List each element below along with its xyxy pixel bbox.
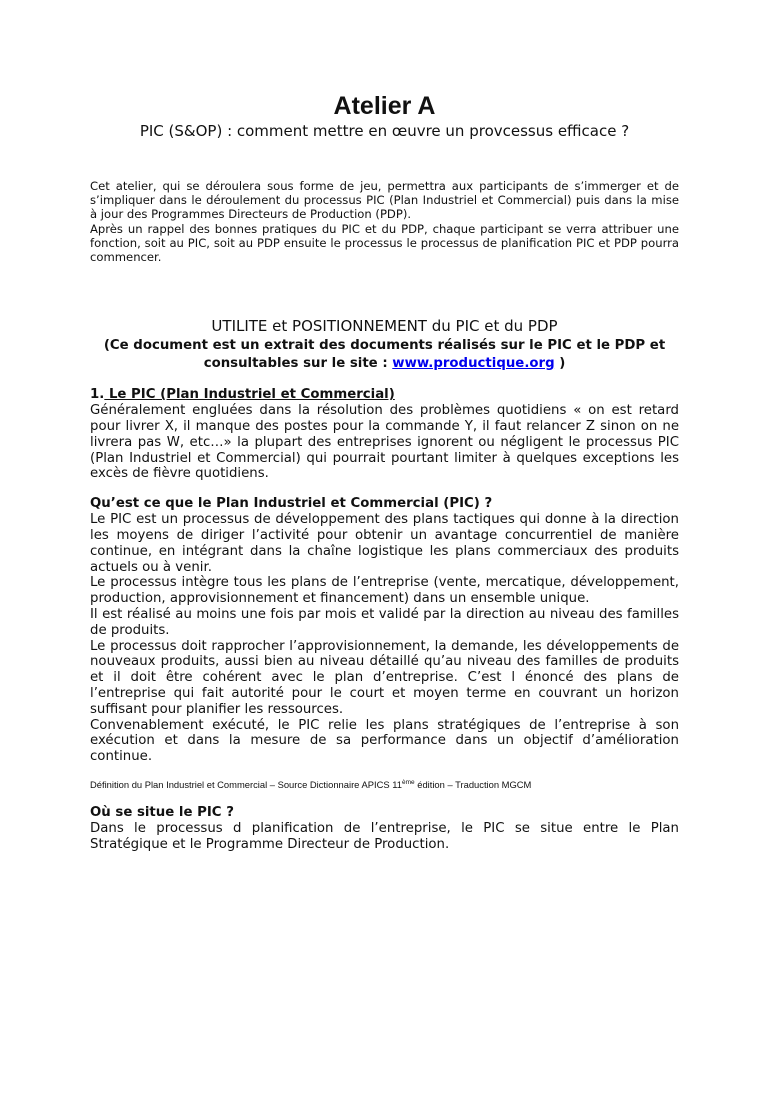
body-paragraph: Dans le processus d planification de l’entreprise, le PIC se situe entre le Plan Stratégique et le Programme Directeur de Production. [90, 821, 679, 852]
source-note [90, 777, 679, 791]
source-text: Définition du Plan Industriel et Commercial – Source Dictionnaire APICS 11 [90, 779, 402, 791]
question-2-body [90, 821, 679, 853]
body-paragraph: Le processus intègre tous les plans de l’entreprise (vente, mercatique, développement, production, approvisionnement et financement) dans un ensemble unique. [90, 575, 679, 607]
body-paragraph: Généralement engluées dans la résolution des problèmes quotidiens « on est retard pour livrer X, il manque des postes pour la commande Y, il faut relancer Z sinon on ne livrera pas W, etc…» la plupart des entreprises ignorent ou négligent le processus PIC (Plan Industriel et Commercial) qui pourrait pourtant limiter à quelques exceptions les excès de fièvre quotidiens. [90, 403, 679, 482]
intro-paragraph: Cet atelier, qui se déroulera sous forme de jeu, permettra aux participants de s’immerger et de s’impliquer dans le déroulement du processus PIC (Plan Industriel et Commercial) puis dans la mise à jour des Programmes Directeurs de Production (PDP). [90, 179, 679, 222]
question-heading-2: Où se situe le PIC ? [90, 805, 234, 821]
section-heading-text: Le PIC (Plan Industriel et Commercial) [104, 387, 395, 403]
section-note [90, 337, 679, 372]
source-superscript: ème [401, 778, 415, 786]
body-paragraph: Le processus doit rapprocher l’approvisionnement, la demande, les développements de nouveaux produits, aussi bien au niveau détaillé qu’au niveau des familles de produits et il doit être cohérent avec le plan d’entreprise. C’est l énoncé des plans de l’entreprise qui fait autorité pour le court et moyen terme en couvrant un horizon suffisant pour planifier les ressources. [90, 638, 679, 717]
body-paragraph: Le PIC est un processus de développement des plans tactiques qui donne à la direction les moyens de diriger l’activité pour obtenir un avantage concurrentiel de manière continue, en intégrant dans la chaîne logistique les plans commerciaux des produits actuels ou à venir. [90, 512, 679, 575]
section-1-heading [90, 387, 679, 403]
intro-paragraph: Après un rappel des bonnes pratiques du PIC et du PDP, chaque participant se verra attribuer une fonction, soit au PIC, soit au PDP ensuite le processus le processus de planification PIC et PDP pourra commencer. [90, 221, 679, 265]
section-number: 1. [90, 387, 105, 403]
productique-link[interactable]: www.productique.org [392, 355, 555, 371]
page-subtitle: PIC (S&OP) : comment mettre en œuvre un provcessus efficace ? [139, 122, 630, 140]
question-1-body [90, 512, 679, 765]
section-note-text: (Ce document est un extrait des documents réalisés sur le PIC et le PDP et consultables sur le site : [103, 338, 666, 371]
section-1-body [90, 403, 679, 482]
body-paragraph: Il est réalisé au moins une fois par mois et validé par la direction au niveau des familles de produits. [90, 606, 679, 638]
question-heading-1: Qu’est ce que le Plan Industriel et Commercial (PIC) ? [90, 496, 493, 512]
document-page [0, 92, 768, 1116]
section-note-end: ) [554, 355, 566, 371]
body-paragraph: Convenablement exécuté, le PIC relie les plans stratégiques de l’entreprise à son exécution et dans la mesure de sa performance dans un objectif d’amélioration continue. [90, 717, 679, 765]
page-title: Atelier A [333, 92, 436, 120]
section-title: UTILITE et POSITIONNEMENT du PIC et du PDP [211, 317, 558, 336]
intro-text [90, 179, 679, 264]
source-text-end: édition – Traduction MGCM [414, 779, 532, 791]
